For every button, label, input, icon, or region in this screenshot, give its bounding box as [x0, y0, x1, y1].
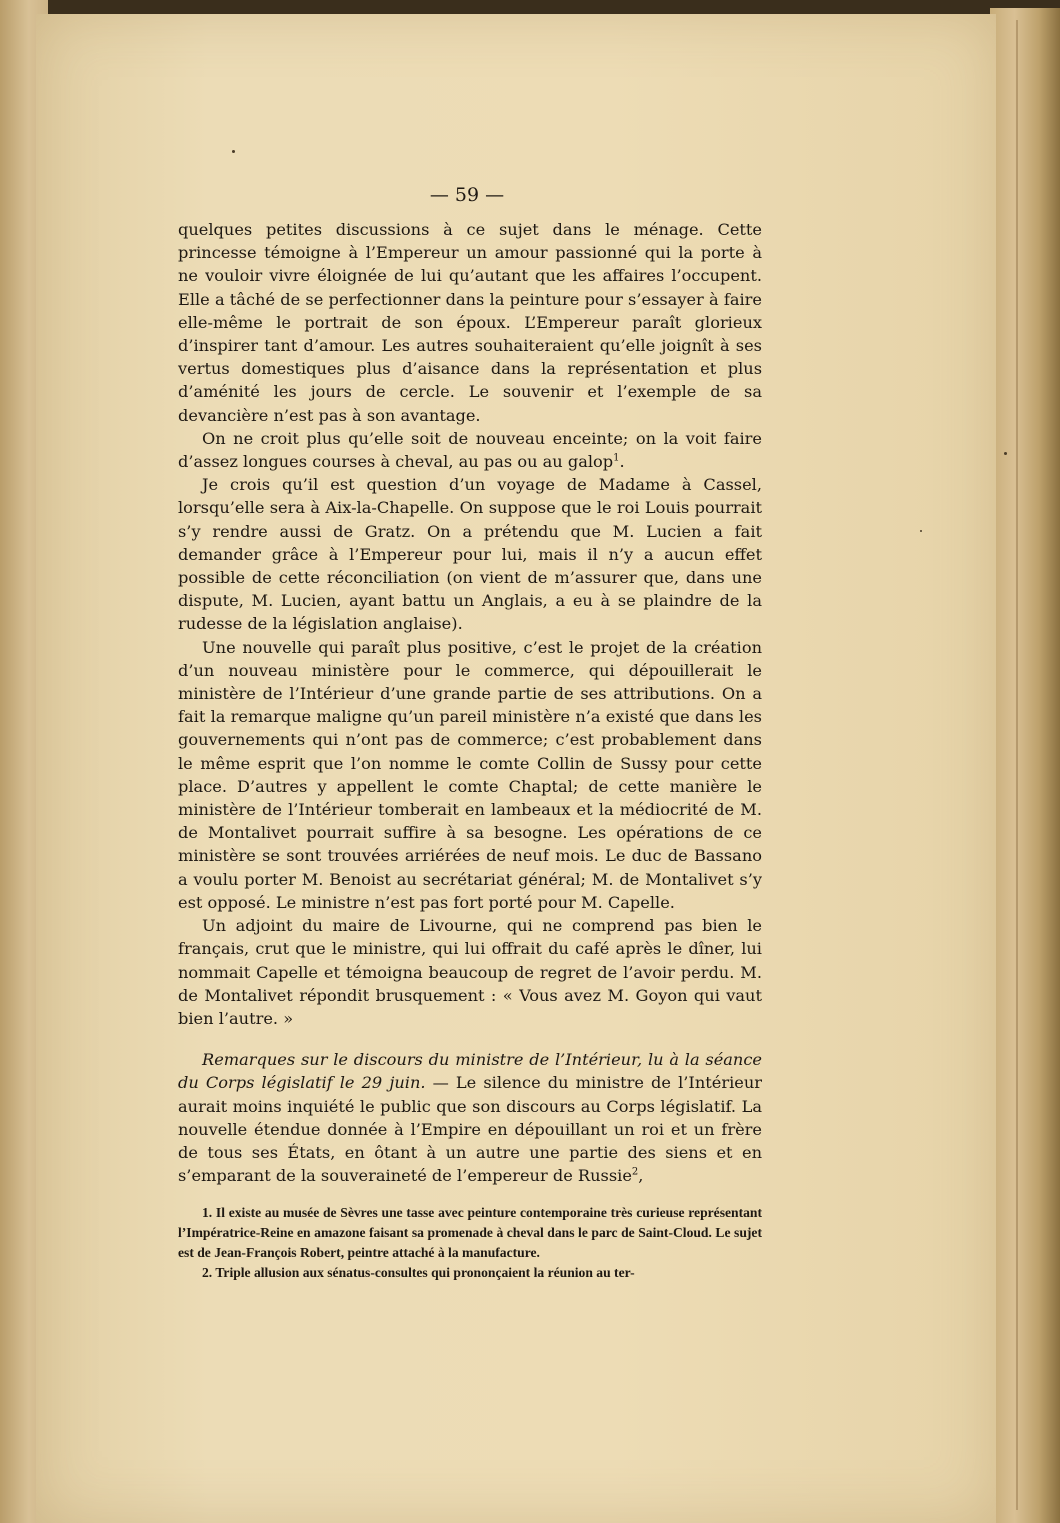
paragraph-4: Une nouvelle qui paraît plus positive, c’est le projet de la création d’un nouveau ministère pour le commerce, qui dépouillerait le ministère de l’Intérieur d’une grande partie de ses attributions. On a fait la remarque maligne qu’un pareil ministère n’a existé que dans les gouvernements qui n’ont pas de commerce; c’est probablement dans le même esprit que l’on nomme le comte Collin de Sussy pour cette place. D’autres y appellent le comte Chaptal; de cette manière le ministère de l’Intérieur tomberait en lambeaux et la médiocrité de M. de Montalivet pourrait suffire à sa besogne. Les opérations de ce ministère se sont trouvées arriérées de neuf mois. Le duc de Bassano a voulu porter M. Benoist au secrétariat général; M. de Montalivet s’y est opposé. Le ministre n’est pas fort porté pour M. Capelle. — [178, 637, 762, 912]
paragraph-2-text: On ne croit plus qu’elle soit de nouveau enceinte; on la voit faire d’assez longues courses à cheval, au pas ou au galop — [178, 428, 762, 472]
section-gap — [178, 1030, 762, 1048]
paper-speck — [920, 530, 922, 532]
page-text — [178, 182, 762, 1283]
page-fold-line — [1016, 20, 1018, 1510]
footnote-ref-1: 1 — [613, 452, 620, 464]
paragraph-6-end: , — [638, 1166, 644, 1186]
footnote-2: 2. Triple allusion aux sénatus-consultes qui prononçaient la réunion au ter- — [202, 1265, 635, 1281]
paragraph-6 — [178, 1048, 762, 1187]
section-title: Remarques sur le discours du ministre de l’Intérieur, lu à la séance du Corps législatif le 29 juin. — [178, 1050, 762, 1093]
footnote-1: 1. Il existe au musée de Sèvres une tasse avec peinture contemporaine très curieuse représentant l’Impératrice-Reine en amazone faisant sa promenade à cheval dans le parc de Saint-Cloud. Le sujet est de Jean-François Robert, peintre attaché à la manufacture. — [178, 1205, 762, 1261]
paragraph-6-text: — Le silence du ministre de l’Intérieur aurait moins inquiété le public que son discours au Corps législatif. La nouvelle étendue donnée à l’Empire en dépouillant un roi et un frère de tous ses États, en ôtant à un autre une partie des siens et en s’emparant de la souveraineté de l’empereur de Russie — [178, 1073, 762, 1186]
paragraph-2-end: . — [619, 452, 625, 472]
paragraph-5: Un adjoint du maire de Livourne, qui ne comprend pas bien le français, crut que le ministre, qui lui offrait du café après le dîner, lui nommait Capelle et témoigna beaucoup de regret de l’avoir perdu. M. de Montalivet répondit brusquement : « Vous avez M. Goyon qui vaut bien l’autre. » — [178, 916, 762, 1028]
footnotes — [178, 1203, 762, 1283]
page-stack-edge — [990, 8, 1060, 1523]
paper-speck — [1004, 452, 1007, 455]
paper-speck — [232, 150, 235, 153]
paragraph-1: quelques petites discussions à ce sujet dans le ménage. Cette princesse témoigne à l’Empereur un amour passionné qui la porte à ne vouloir vivre éloignée de lui qu’autant que les affaires l’occupent. Elle a tâché de se perfectionner dans la peinture pour s’essayer à faire elle-même le portrait de son époux. L’Empereur paraît glorieux d’inspirer tant d’amour. Les autres souhaiteraient qu’elle joignît à ses vertus domestiques plus d’aisance dans la représentation et plus d’aménité les jours de cercle. Le souvenir et l’exemple de sa devancière n’est pas à son avantage. — [178, 220, 762, 425]
page-number: — 59 — — [429, 184, 505, 206]
paragraph-2 — [178, 427, 762, 473]
footnote-ref-2: 2 — [631, 1166, 639, 1178]
paragraph-3: Je crois qu’il est question d’un voyage de Madame à Cassel, lorsqu’elle sera à Aix-la-Chapelle. On suppose que le roi Louis pourrait s’y rendre aussi de Gratz. On a prétendu que M. Lucien a fait demander grâce à l’Empereur pour lui, mais il n’y a aucun effet possible de cette réconciliation (on vient de m’assurer que, dans une dispute, M. Lucien, ayant battu un Anglais, a eu à se plaindre de la rudesse de la législation anglaise). — [178, 475, 762, 634]
